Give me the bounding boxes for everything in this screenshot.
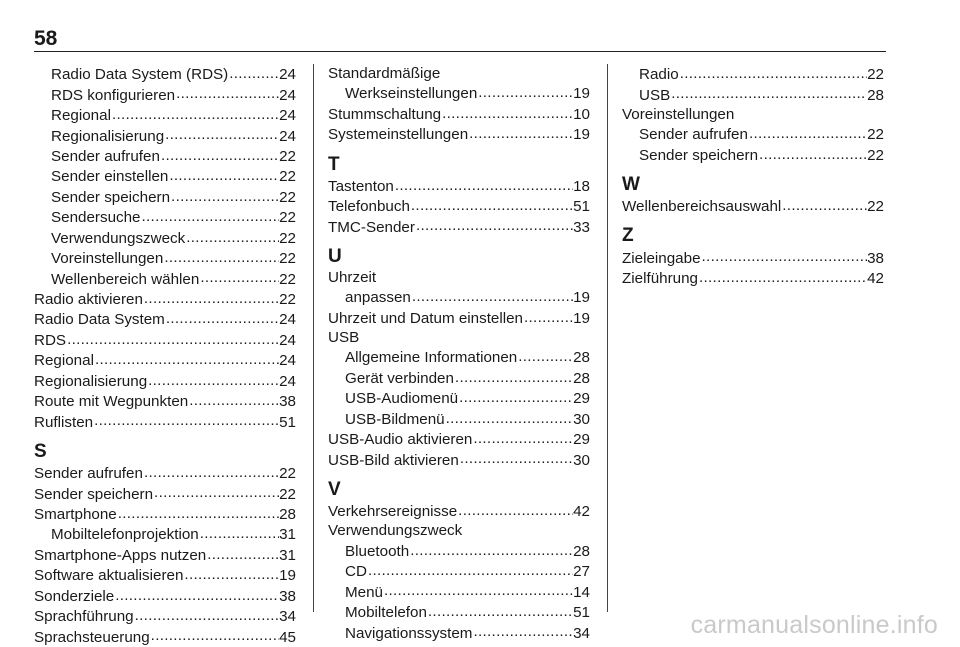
index-subentry[interactable] bbox=[622, 124, 884, 144]
section-letter: Z bbox=[622, 225, 634, 247]
index-subentry[interactable] bbox=[328, 388, 590, 408]
section-letter: S bbox=[34, 440, 47, 462]
entry-label: Uhrzeit und Datum einstellen bbox=[328, 309, 524, 327]
dot-leader bbox=[781, 196, 867, 211]
entry-page-number: 22 bbox=[279, 168, 296, 186]
entry-page-number: 51 bbox=[279, 413, 296, 431]
entry-page-number: 30 bbox=[573, 410, 590, 428]
index-entry[interactable] bbox=[34, 309, 296, 329]
index-entry[interactable] bbox=[328, 501, 590, 521]
index-heading: Verwendungszweck bbox=[328, 522, 463, 540]
dot-leader bbox=[175, 84, 279, 99]
dot-leader bbox=[228, 64, 279, 79]
dot-leader bbox=[457, 501, 573, 516]
entry-label: Systemeinstellungen bbox=[328, 126, 469, 144]
entry-label: Regionalisierung bbox=[51, 127, 165, 145]
index-entry[interactable] bbox=[34, 483, 296, 503]
entry-label: CD bbox=[345, 563, 367, 581]
index-entry[interactable] bbox=[34, 586, 296, 606]
index-heading: USB bbox=[328, 329, 360, 346]
index-subentry[interactable] bbox=[328, 368, 590, 388]
section-letter: U bbox=[328, 245, 342, 267]
dot-leader bbox=[701, 247, 868, 262]
index-subentry[interactable] bbox=[34, 207, 296, 227]
entry-page-number: 24 bbox=[279, 372, 296, 390]
entry-label: USB-Audiomenü bbox=[345, 390, 459, 408]
entry-page-number: 51 bbox=[573, 198, 590, 216]
dot-leader bbox=[165, 309, 279, 324]
index-subentry[interactable] bbox=[622, 84, 884, 104]
entry-page-number: 31 bbox=[279, 526, 296, 544]
index-subentry[interactable] bbox=[328, 83, 590, 103]
entry-label: Gerät verbinden bbox=[345, 369, 454, 387]
dot-leader bbox=[670, 84, 867, 99]
index-entry[interactable] bbox=[34, 411, 296, 431]
entry-page-number: 38 bbox=[867, 249, 884, 267]
index-column-2 bbox=[328, 64, 590, 643]
entry-label: Zielführung bbox=[622, 270, 698, 288]
dot-leader bbox=[111, 105, 279, 120]
dot-leader bbox=[459, 449, 573, 464]
entry-page-number: 22 bbox=[279, 485, 296, 503]
dot-leader bbox=[185, 228, 279, 243]
dot-leader bbox=[748, 124, 867, 139]
entry-page-number: 30 bbox=[573, 451, 590, 469]
index-entry[interactable] bbox=[328, 124, 590, 144]
index-entry[interactable] bbox=[622, 196, 884, 216]
dot-leader bbox=[134, 606, 279, 621]
index-entry[interactable] bbox=[34, 289, 296, 309]
dot-leader bbox=[409, 541, 573, 556]
entry-page-number: 42 bbox=[573, 503, 590, 521]
index-heading: Uhrzeit bbox=[328, 268, 377, 286]
index-column-3 bbox=[622, 64, 884, 288]
entry-label: USB-Bild aktivieren bbox=[328, 451, 459, 469]
index-subentry[interactable] bbox=[622, 64, 884, 84]
index-entry[interactable] bbox=[34, 350, 296, 370]
entry-label: Sender einstellen bbox=[51, 168, 169, 186]
entry-page-number: 28 bbox=[573, 349, 590, 367]
entry-label: Wellenbereichsauswahl bbox=[622, 198, 782, 216]
index-subentry[interactable] bbox=[328, 541, 590, 561]
entry-label: Bluetooth bbox=[345, 542, 410, 560]
dot-leader bbox=[517, 347, 573, 362]
index-subentry[interactable] bbox=[34, 146, 296, 166]
index-subentry[interactable] bbox=[328, 409, 590, 429]
entry-label: Verwendungszweck bbox=[51, 229, 186, 247]
index-subentry[interactable] bbox=[328, 581, 590, 601]
entry-label: Radio bbox=[639, 66, 679, 84]
dot-leader bbox=[679, 64, 867, 79]
entry-page-number: 28 bbox=[867, 86, 884, 104]
entry-page-number: 29 bbox=[573, 390, 590, 408]
index-subentry[interactable] bbox=[34, 64, 296, 84]
entry-label: Sprachführung bbox=[34, 608, 134, 626]
entry-page-number: 28 bbox=[573, 542, 590, 560]
entry-page-number: 27 bbox=[573, 563, 590, 581]
entry-page-number: 22 bbox=[279, 229, 296, 247]
dot-leader bbox=[141, 207, 280, 222]
dot-leader bbox=[143, 463, 279, 478]
dot-leader bbox=[150, 626, 279, 641]
dot-leader bbox=[410, 196, 573, 211]
dot-leader bbox=[477, 83, 573, 98]
entry-page-number: 34 bbox=[279, 608, 296, 626]
index-entry[interactable] bbox=[328, 196, 590, 216]
dot-leader bbox=[472, 622, 573, 637]
entry-label: Sender speichern bbox=[51, 188, 171, 206]
index-subentry[interactable] bbox=[328, 347, 590, 367]
entry-label: Ruflisten bbox=[34, 413, 94, 431]
dot-leader bbox=[170, 187, 279, 202]
index-subentry[interactable] bbox=[34, 166, 296, 186]
index-entry[interactable] bbox=[328, 176, 590, 196]
entry-label: Smartphone bbox=[34, 505, 117, 523]
entry-label: Navigationssystem bbox=[345, 624, 473, 642]
entry-page-number: 19 bbox=[279, 567, 296, 585]
entry-page-number: 29 bbox=[573, 431, 590, 449]
entry-page-number: 24 bbox=[279, 127, 296, 145]
entry-page-number: 18 bbox=[573, 177, 590, 195]
entry-label: Sender speichern bbox=[34, 485, 154, 503]
entry-page-number: 33 bbox=[573, 218, 590, 236]
entry-page-number: 22 bbox=[867, 66, 884, 84]
dot-leader bbox=[206, 545, 279, 560]
entry-label: Mobiltelefon bbox=[345, 604, 427, 622]
dot-leader bbox=[188, 391, 279, 406]
entry-page-number: 24 bbox=[279, 86, 296, 104]
entry-page-number: 22 bbox=[867, 146, 884, 164]
index-entry[interactable] bbox=[622, 268, 884, 288]
dot-leader bbox=[367, 561, 573, 576]
dot-leader bbox=[445, 409, 573, 424]
entry-page-number: 28 bbox=[279, 505, 296, 523]
index-entry[interactable] bbox=[328, 308, 590, 328]
index-entry[interactable] bbox=[328, 104, 590, 124]
index-subentry[interactable] bbox=[34, 228, 296, 248]
entry-label: Regionalisierung bbox=[34, 372, 148, 390]
entry-label: Radio Data System (RDS) bbox=[51, 66, 229, 84]
index-subentry[interactable] bbox=[34, 268, 296, 288]
entry-label: Tastenton bbox=[328, 177, 394, 195]
entry-label: USB bbox=[639, 86, 671, 104]
index-subentry[interactable] bbox=[328, 287, 590, 307]
index-entry[interactable] bbox=[328, 429, 590, 449]
entry-label: Regional bbox=[34, 352, 94, 370]
entry-label: RDS bbox=[34, 331, 67, 349]
dot-leader bbox=[411, 287, 573, 302]
entry-label: Route mit Wegpunkten bbox=[34, 393, 189, 411]
entry-label: Voreinstellungen bbox=[51, 250, 164, 268]
entry-label: Sender aufrufen bbox=[51, 147, 160, 165]
entry-page-number: 24 bbox=[279, 311, 296, 329]
index-subentry[interactable] bbox=[622, 145, 884, 165]
entry-page-number: 38 bbox=[279, 587, 296, 605]
index-subentry[interactable] bbox=[34, 248, 296, 268]
dot-leader bbox=[117, 504, 279, 519]
entry-label: Telefonbuch bbox=[328, 198, 410, 216]
index-subentry[interactable] bbox=[34, 125, 296, 145]
dot-leader bbox=[458, 388, 573, 403]
index-subentry[interactable] bbox=[328, 561, 590, 581]
section-letter: W bbox=[622, 174, 640, 195]
dot-leader bbox=[199, 268, 279, 283]
dot-leader bbox=[758, 145, 867, 160]
index-subentry[interactable] bbox=[328, 602, 590, 622]
entry-page-number: 42 bbox=[867, 270, 884, 288]
index-entry[interactable] bbox=[34, 606, 296, 626]
entry-page-number: 24 bbox=[279, 352, 296, 370]
dot-leader bbox=[147, 371, 279, 386]
entry-label: Werkseinstellungen bbox=[345, 85, 478, 103]
entry-label: Sprachsteuerung bbox=[34, 628, 150, 646]
dot-leader bbox=[93, 411, 279, 426]
index-subentry[interactable] bbox=[34, 524, 296, 544]
entry-page-number: 22 bbox=[279, 188, 296, 206]
dot-leader bbox=[164, 125, 279, 140]
entry-label: Menü bbox=[345, 583, 383, 601]
entry-label: RDS konfigurieren bbox=[51, 86, 176, 104]
entry-label: Smartphone-Apps nutzen bbox=[34, 546, 207, 564]
entry-label: Regional bbox=[51, 107, 111, 125]
dot-leader bbox=[168, 166, 279, 181]
entry-page-number: 22 bbox=[279, 250, 296, 268]
entry-page-number: 34 bbox=[573, 624, 590, 642]
index-entry[interactable] bbox=[328, 449, 590, 469]
entry-label: Mobiltelefonprojektion bbox=[51, 526, 199, 544]
index-entry[interactable] bbox=[34, 504, 296, 524]
index-heading: Voreinstellungen bbox=[622, 105, 735, 123]
index-entry[interactable] bbox=[622, 247, 884, 267]
dot-leader bbox=[183, 565, 279, 580]
index-subentry[interactable] bbox=[34, 105, 296, 125]
entry-page-number: 38 bbox=[279, 393, 296, 411]
entry-page-number: 24 bbox=[279, 331, 296, 349]
dot-leader bbox=[163, 248, 279, 263]
entry-page-number: 22 bbox=[279, 147, 296, 165]
entry-page-number: 22 bbox=[279, 465, 296, 483]
dot-leader bbox=[94, 350, 279, 365]
entry-label: anpassen bbox=[345, 289, 411, 307]
entry-label: Stummschaltung bbox=[328, 105, 442, 123]
entry-label: Software aktualisieren bbox=[34, 567, 184, 585]
index-subentry[interactable] bbox=[328, 622, 590, 642]
index-entry[interactable] bbox=[34, 545, 296, 565]
entry-label: Zieleingabe bbox=[622, 249, 701, 267]
entry-label: Sender aufrufen bbox=[34, 465, 143, 483]
entry-page-number: 51 bbox=[573, 604, 590, 622]
column-divider bbox=[313, 64, 314, 612]
index-subentry[interactable] bbox=[34, 84, 296, 104]
header-rule bbox=[34, 51, 886, 52]
entry-page-number: 14 bbox=[573, 583, 590, 601]
column-divider bbox=[607, 64, 608, 612]
entry-page-number: 19 bbox=[573, 85, 590, 103]
entry-label: Sendersuche bbox=[51, 209, 141, 227]
page-number: 58 bbox=[34, 27, 58, 50]
entry-page-number: 19 bbox=[573, 309, 590, 327]
index-subentry[interactable] bbox=[34, 187, 296, 207]
entry-page-number: 31 bbox=[279, 546, 296, 564]
entry-page-number: 22 bbox=[867, 198, 884, 216]
entry-page-number: 24 bbox=[279, 107, 296, 125]
watermark: carmanualsonline.info bbox=[690, 611, 938, 639]
index-entry[interactable] bbox=[34, 463, 296, 483]
section-letter: T bbox=[328, 153, 340, 175]
entry-page-number: 22 bbox=[867, 126, 884, 144]
dot-leader bbox=[472, 429, 573, 444]
dot-leader bbox=[523, 308, 573, 323]
dot-leader bbox=[698, 268, 867, 283]
dot-leader bbox=[143, 289, 279, 304]
entry-page-number: 24 bbox=[279, 66, 296, 84]
dot-leader bbox=[153, 483, 279, 498]
dot-leader bbox=[415, 216, 573, 231]
entry-label: Radio Data System bbox=[34, 311, 165, 329]
entry-page-number: 22 bbox=[279, 291, 296, 308]
entry-page-number: 10 bbox=[573, 105, 590, 123]
entry-label: TMC-Sender bbox=[328, 218, 415, 236]
index-entry[interactable] bbox=[34, 626, 296, 646]
dot-leader bbox=[66, 330, 279, 345]
section-letter: V bbox=[328, 478, 341, 500]
entry-page-number: 22 bbox=[279, 209, 296, 227]
entry-page-number: 19 bbox=[573, 126, 590, 144]
dot-leader bbox=[114, 586, 279, 601]
index-entry[interactable] bbox=[328, 216, 590, 236]
dot-leader bbox=[441, 104, 573, 119]
dot-leader bbox=[427, 602, 573, 617]
dot-leader bbox=[199, 524, 279, 539]
index-column-1 bbox=[34, 64, 296, 647]
entry-label: Wellenbereich wählen bbox=[51, 270, 200, 288]
index-entry[interactable] bbox=[34, 371, 296, 391]
index-entry[interactable] bbox=[34, 330, 296, 350]
entry-label: Radio aktivieren bbox=[34, 291, 143, 308]
dot-leader bbox=[394, 176, 573, 191]
entry-label: Sonderziele bbox=[34, 587, 115, 605]
dot-leader bbox=[383, 581, 573, 596]
entry-label: USB-Bildmenü bbox=[345, 410, 445, 428]
entry-page-number: 45 bbox=[279, 628, 296, 646]
index-entry[interactable] bbox=[34, 565, 296, 585]
entry-page-number: 19 bbox=[573, 289, 590, 307]
dot-leader bbox=[454, 368, 573, 383]
index-entry[interactable] bbox=[34, 391, 296, 411]
dot-leader bbox=[468, 124, 573, 139]
entry-label: Sender aufrufen bbox=[639, 126, 748, 144]
dot-leader bbox=[160, 146, 279, 161]
index-heading: Standardmäßige bbox=[328, 65, 441, 82]
entry-page-number: 28 bbox=[573, 369, 590, 387]
entry-label: Verkehrsereignisse bbox=[328, 503, 458, 521]
entry-label: Sender speichern bbox=[639, 146, 759, 164]
entry-label: Allgemeine Informationen bbox=[345, 349, 518, 367]
entry-page-number: 22 bbox=[279, 270, 296, 288]
entry-label: USB-Audio aktivieren bbox=[328, 431, 473, 449]
